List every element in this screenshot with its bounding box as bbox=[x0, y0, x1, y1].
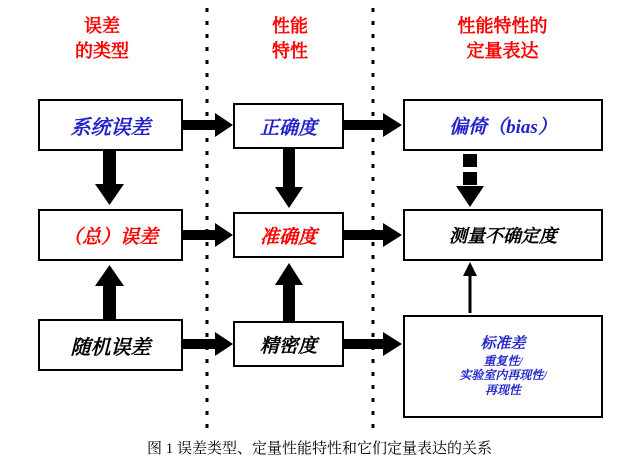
arrow-random-to-total bbox=[95, 265, 124, 319]
header-line-2: 的类型 bbox=[75, 41, 129, 61]
arrow-bias-to-uncertainty-dashed bbox=[456, 154, 484, 207]
node-total-error-label: （总）误差 bbox=[62, 226, 158, 248]
node-systematic-error bbox=[38, 99, 183, 151]
node-standard-deviation-lines bbox=[459, 335, 546, 397]
header-quantitative-expression bbox=[390, 14, 615, 64]
header-performance-characteristics bbox=[230, 14, 350, 64]
node-random-error-label: 随机误差 bbox=[70, 336, 151, 359]
header-line-1: 性能特性的 bbox=[457, 16, 548, 36]
std-line-1: 标准差 bbox=[480, 336, 526, 353]
node-standard-deviation bbox=[403, 315, 603, 418]
std-line-4: 再现性 bbox=[484, 382, 521, 397]
node-precision bbox=[233, 321, 344, 367]
std-line-2: 重复性/ bbox=[483, 353, 523, 368]
header-error-types bbox=[22, 14, 182, 64]
node-random-error bbox=[38, 319, 183, 371]
node-trueness bbox=[233, 103, 344, 149]
arrow-systematic-to-trueness bbox=[183, 113, 233, 137]
node-total-error bbox=[38, 209, 183, 261]
node-accuracy-label: 准确度 bbox=[259, 226, 317, 248]
std-line-3: 实验室内再现性/ bbox=[459, 368, 547, 383]
arrow-trueness-to-bias bbox=[344, 113, 402, 137]
node-trueness-label: 正确度 bbox=[259, 117, 317, 139]
header-line-2: 定量表达 bbox=[466, 41, 539, 61]
node-accuracy bbox=[233, 212, 344, 258]
node-bias bbox=[403, 99, 603, 151]
arrow-stddev-to-uncertainty bbox=[463, 262, 477, 313]
figure-caption: 图 1 误差类型、定量性能特性和它们定量表达的关系 bbox=[146, 441, 492, 457]
arrow-trueness-to-accuracy bbox=[275, 149, 303, 208]
header-line-1: 性能 bbox=[272, 16, 308, 36]
arrow-precision-to-accuracy bbox=[275, 263, 303, 321]
node-measurement-uncertainty bbox=[403, 209, 603, 261]
header-line-1: 误差 bbox=[84, 16, 120, 36]
node-precision-label: 精密度 bbox=[259, 335, 317, 357]
arrow-systematic-to-total bbox=[95, 151, 124, 205]
node-measurement-uncertainty-label: 测量不确定度 bbox=[449, 226, 557, 246]
node-systematic-error-label: 系统误差 bbox=[70, 116, 151, 139]
node-bias-label: 偏倚（bias） bbox=[449, 116, 557, 138]
header-line-2: 特性 bbox=[272, 41, 308, 61]
